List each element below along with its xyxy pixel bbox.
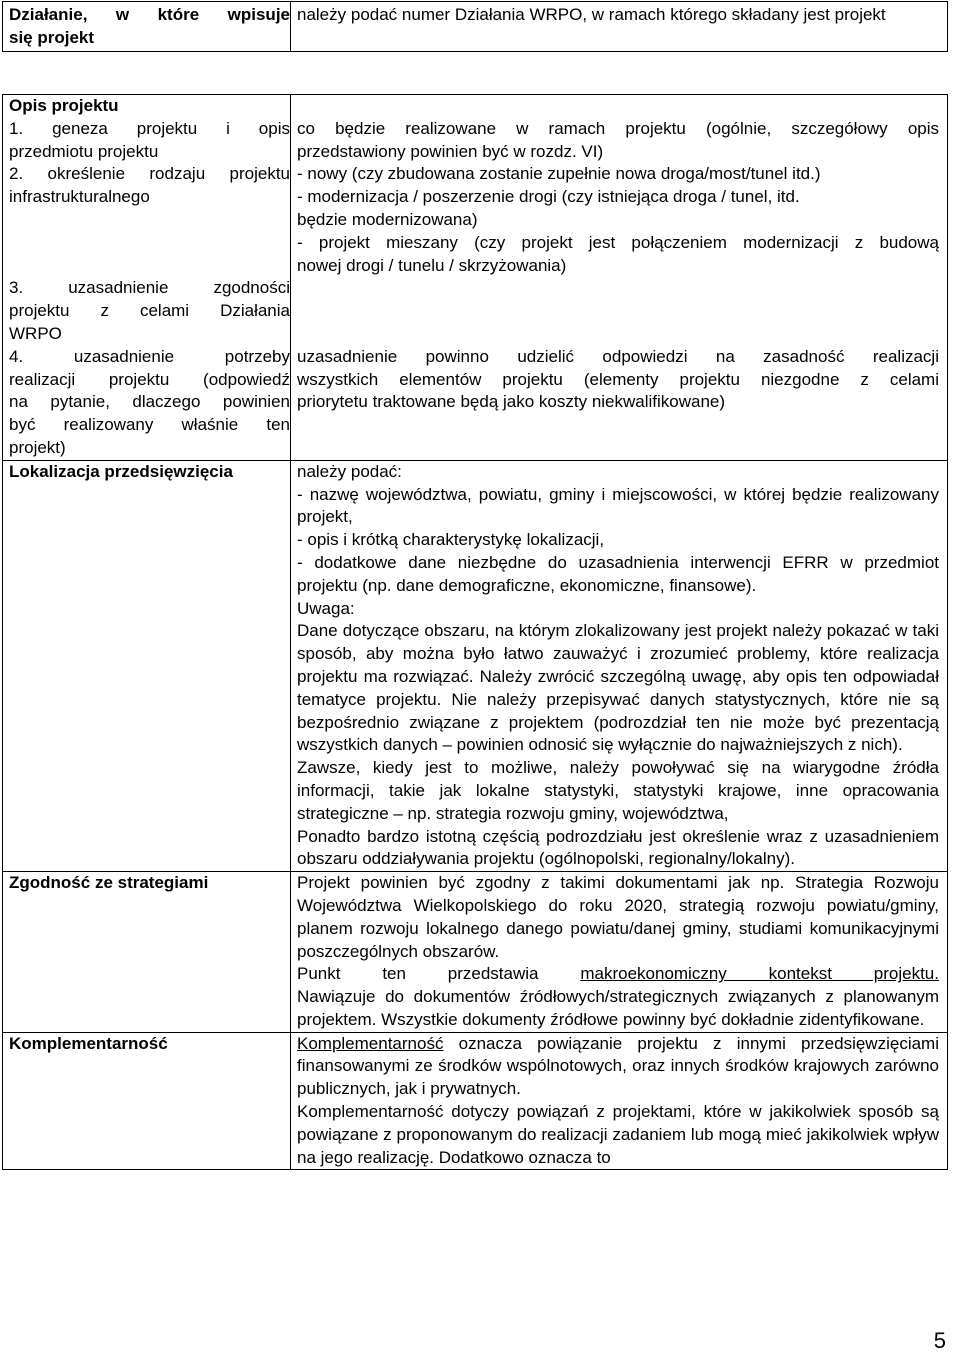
page-number: 5 xyxy=(933,1328,946,1353)
opis-desc-line: będzie modernizowana) xyxy=(297,209,478,229)
opis-line: na pytanie, dlaczego powinien xyxy=(9,392,290,412)
lokalizacja-label-cell xyxy=(3,460,291,871)
komplementarnosc-label-cell xyxy=(3,1032,291,1170)
opis-line: projekt) xyxy=(9,437,66,457)
komplementarnosc-label: Komplementarność xyxy=(9,1033,168,1053)
zgodnosc-para: Projekt powinien być zgodny z takimi dokumentami jak np. Strategia Rozwoju Województwa Wielkopolskiego do roku 2020, strategią rozwoju powiatu/gminy, planem rozwoju lokalnego danego powiatu/danej gminy, studiami komunikacyjnymi poszczególnych obszarów. xyxy=(297,873,939,961)
opis-line: 2. określenie rodzaju projektu xyxy=(9,164,290,184)
komplementarnosc-para xyxy=(297,1033,939,1101)
zgodnosc-para xyxy=(297,963,939,986)
opis-desc-line: co będzie realizowane w ramach projektu (ogólnie, szczegółowy opis xyxy=(297,118,939,138)
opis-desc-cell xyxy=(291,95,948,461)
table-row xyxy=(3,1032,948,1170)
opis-line: przedmiotu projektu xyxy=(9,141,159,161)
opis-desc-4 xyxy=(297,346,939,414)
zgodnosc-para: Nawiązuje do dokumentów źródłowych/strategicznych związanych z planowanym projektem. Wszystkie dokumenty źródłowe powinny być dokładnie zidentyfikowane. xyxy=(297,987,939,1029)
lokalizacja-para: Ponadto bardzo istotną częścią podrozdziału jest określenie wraz z uzasadnieniem obszaru oddziaływania projektu (ogólnopolski, regionalny/lokalny). xyxy=(297,826,939,869)
action-table xyxy=(2,1,948,52)
opis-item-1 xyxy=(9,118,290,164)
lokalizacja-para: Dane dotyczące obszaru, na którym zlokalizowany jest projekt należy pokazać w taki sposób, aby można było łatwo zauważyć i zrozumieć problemy, które realizacja projektu ma rozwiązać. Należy zwrócić szczególną uwagę, aby opis ten odpowiadał tematyce projektu. Nie należy przepisywać danych statystycznych, które nie są bezpośrednio związane z projektem (podrozdział ten nie może być prezentacją wszystkich danych – powinien odnosić się wyłącznie do najważniejszych z nich). xyxy=(297,621,939,755)
opis-desc-line: - nowy (czy zbudowana zostanie zupełnie nowa droga/most/tunel itd.) xyxy=(297,164,821,184)
opis-desc-line: uzasadnienie powinno udzielić odpowiedzi na zasadność realizacji xyxy=(297,346,939,366)
zgodnosc-label-cell xyxy=(3,872,291,1033)
lokalizacja-label: Lokalizacja przedsięwzięcia xyxy=(9,461,233,481)
opis-desc-line: priorytetu traktowane będą jako koszty niekwalifikowane) xyxy=(297,392,726,412)
action-label-cell xyxy=(3,2,291,52)
zgodnosc-label: Zgodność ze strategiami xyxy=(9,873,209,893)
opis-desc-line: nowej drogi / tunelu / skrzyżowania) xyxy=(297,255,567,275)
project-table xyxy=(2,94,948,1170)
opis-desc-line: wszystkich elementów projektu (elementy projektu niezgodne z celami xyxy=(297,369,939,389)
opis-line: być realizowany właśnie ten xyxy=(9,415,290,435)
opis-item-4 xyxy=(9,346,290,460)
zgodnosc-lead: Punkt ten przedstawia xyxy=(297,964,539,984)
table-row xyxy=(3,460,948,871)
action-desc: należy podać numer Działania WRPO, w ramach którego składany jest projekt xyxy=(297,5,886,24)
uwaga-label: Uwaga: xyxy=(297,598,355,618)
opis-line: realizacji projektu (odpowiedź xyxy=(9,369,290,389)
opis-line: projektu z celami Działania xyxy=(9,301,290,321)
makroekonomiczny-link: makroekonomiczny kontekst projektu. xyxy=(580,964,939,984)
action-label-line: Działanie, w które wpisuje xyxy=(9,5,290,24)
lokalizacja-desc-cell xyxy=(291,460,948,871)
komplementarnosc-term: Komplementarność xyxy=(297,1033,444,1053)
komplementarnosc-para: Komplementarność dotyczy powiązań z projektami, które w jakikolwiek sposób są powiązane z proponowanym do realizacji zadaniem lub mogą mieć jakikolwiek wpływ na jego realizację. Dodatkowo oznacza to xyxy=(297,1102,939,1167)
opis-desc-1 xyxy=(297,118,939,164)
lokalizacja-para: Zawsze, kiedy jest to możliwe, należy powoływać się na wiarygodne źródła informacji, takie jak lokalne statystyki, statystyki krajowe, inne opracowania strategiczne – np. strategia rozwoju gminy, województwa, xyxy=(297,758,939,823)
table-row xyxy=(3,872,948,1033)
opis-desc-line: - modernizacja / poszerzenie drogi (czy istniejąca droga / tunel, itd. xyxy=(297,187,800,207)
opis-desc-2 xyxy=(297,163,939,345)
action-label-line: się projekt xyxy=(9,27,95,47)
zgodnosc-desc-cell xyxy=(291,872,948,1033)
opis-label-cell xyxy=(3,95,291,461)
opis-line: 1. geneza projektu i opis xyxy=(9,118,290,138)
opis-desc-line: - projekt mieszany (czy projekt jest połączeniem modernizacji z budową xyxy=(297,232,939,252)
komplementarnosc-text: oznacza powiązanie projektu z innymi przedsięwzięciami finansowanymi ze środków wspólnotowych, oraz innych środków krajowych zarówno publicznych, jak i prywatnych. xyxy=(297,1033,939,1099)
lokalizacja-para: - opis i krótką charakterystykę lokalizacji, xyxy=(297,530,605,550)
opis-line: WRPO xyxy=(9,323,62,343)
table-row xyxy=(3,2,948,52)
opis-desc-line: przedstawiony powinien być w rozdz. VI) xyxy=(297,141,604,161)
komplementarnosc-desc-cell xyxy=(291,1032,948,1170)
lokalizacja-para: - dodatkowe dane niezbędne do uzasadnienia interwencji EFRR w przedmiot projektu (np. dane demograficzne, ekonomiczne, finansowe). xyxy=(297,552,939,595)
lokalizacja-para: - nazwę województwa, powiatu, gminy i miejscowości, w której będzie realizowany projekt, xyxy=(297,484,939,527)
opis-line: 3. uzasadnienie zgodności xyxy=(9,278,290,298)
table-row xyxy=(3,95,948,461)
opis-line: 4. uzasadnienie potrzeby xyxy=(9,346,290,366)
opis-item-3 xyxy=(9,277,290,345)
action-desc-cell xyxy=(291,2,948,52)
opis-heading: Opis projektu xyxy=(9,96,119,115)
opis-item-2 xyxy=(9,163,290,277)
lokalizacja-para: należy podać: xyxy=(297,461,402,481)
opis-line: infrastrukturalnego xyxy=(9,187,150,207)
